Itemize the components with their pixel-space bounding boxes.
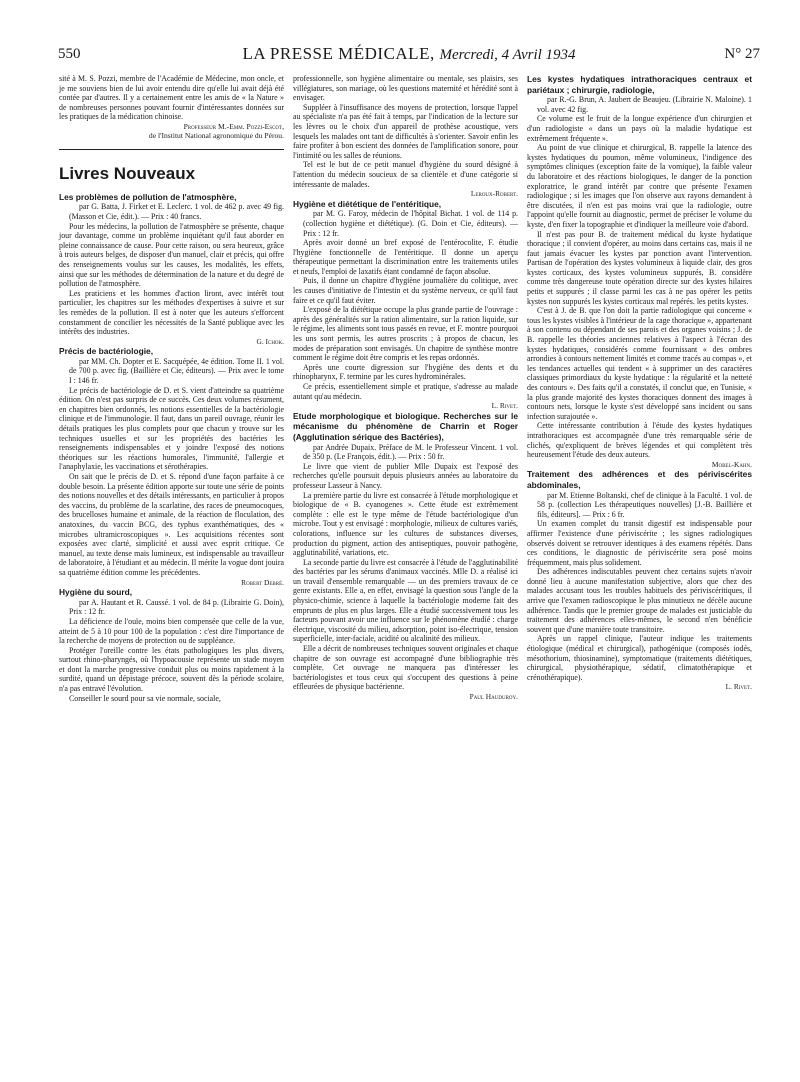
issue-date: Mercredi, 4 Avril 1934 xyxy=(439,47,576,63)
review-signature: L. Rivet. xyxy=(491,401,518,411)
review-paragraph: Conseiller le sourd pour sa vie normale, sociale, xyxy=(69,693,221,703)
review-paragraph: Après avoir donné un bref exposé de l'entérocolite, F. étudie l'hygiène fonctionnelle de l'entéritique. Il donne un aperçu thérapeutique permettant la discrimination entre les traitements utiles et neufs, l'emploi de laxatifs étant condamné de façon absolue. xyxy=(293,238,518,276)
intro-affiliation: de l'Institut National agronomique du Pérou. xyxy=(148,131,284,141)
review-paragraph: La première partie du livre est consacrée à l'étude morphologique et biologique de « B. cyanogenes ». Cette étude est extrêmement complète : elle est le type même de l'étude bactériologique d'un microbe. Tout y est envisagé : morphologie, milieux de cultures variés, colorations, influence sur les cultures de substances diverses, production du pigment, action des antiseptiques, pouvoir pathogène, agglutinabilité, variations, etc. xyxy=(293,490,518,558)
review-signature: Robert Debré. xyxy=(241,577,284,587)
review-kystes-hydatiques xyxy=(527,74,752,469)
review-paragraph: Un examen complet du transit digestif est indispensable pour affirmer l'existence d'une périviscérite ; les signes radiologiques observés doivent se retrouver identiques à des examens répétés. Dans ces conditions, le diagnostic de périviscérite sera posé moins fréquemment, mais plus solidement. xyxy=(527,519,752,567)
intro-paragraph: sité à M. S. Pozzi, membre de l'Académie de Médecine, mon oncle, et je me souviens bien de lui avoir entendu dire qu'elle lui avait déjà été contée par d'autres. Il y a certainement entre les amis de « la Nature » de nombreuses personnes pouvant fournir d'intéressantes données sur les pratiques de la médication chinoise. xyxy=(59,74,284,122)
review-title: Les problèmes de pollution de l'atmosphère, xyxy=(59,191,237,202)
review-paragraph: Elle a décrit de nombreuses techniques souvent originales et chaque chapitre de son ouvrage est accompagné d'une bibliographie très complète. Cet ouvrage ne manquera pas d'intéresser les bactériologistes et tous ceux qui s'occupent des questions à peine effleurées de physique bactérienne. xyxy=(293,644,518,692)
review-pollution xyxy=(59,192,284,347)
review-paragraph: Au point de vue clinique et chirurgical, B. rappelle la latence des kystes hydatiques du poumon, même volumineux, l'indigence des symptômes cliniques (exception faite de la vomique), la faible valeur du laboratoire et des réactions biologiques, le danger de la ponction exploratrice, le grand intérêt par contre que présente l'examen radiologique ; si les images que l'on observe aux rayons demandent à être discutées, il n'en est pas moins vrai que la radiologie, outre l'appoint qu'elle fournit au diagnostic, permet de préciser le volume du kyste, d'en fixer la topographie et d'indiquer la meilleure voie d'abord. xyxy=(527,143,752,229)
review-reference: par Andrée Dupaix. Préface de M. le Professeur Vincent. 1 vol. de 350 p. (Le François, édit.). — Prix : 50 fr. xyxy=(303,442,518,462)
review-paragraph: Puis, il donne un chapitre d'hygiène journalière du colitique, avec les causes d'initiative de l'intestin et du système nerveux, ce qu'il faut faire et ce qu'il faut éviter. xyxy=(293,276,518,305)
intro-signature: Professeur M.-Emm. Pozzi-Escot, xyxy=(183,121,284,131)
review-hygiene-sourd xyxy=(59,587,284,703)
review-paragraph: Il n'est pas pour B. de traitement médical du kyste hydatique thoracique ; il convient d'opérer, au moins dans certains cas, mais il ne faut jamais évacuer les kystes par ponction avant l'intervention. Partisan de l'opération des kystes volumineux à liquide clair, des gros kystes corticaux, des kystes volumineux suppurés, B. considère comme très dangereuse toute opération directe sur des kystes hilaires petits et suppurés ; il classe parmi les cas à ne pas opérer les petits kystes non suppurés les kystes corticaux mal repérés. les petits kystes. xyxy=(527,229,752,306)
review-paragraph: Le livre que vient de publier Mlle Dupaix est l'exposé des recherches qu'elle poursuit depuis plusieurs années au laboratoire du professeur Lasseur à Nancy. xyxy=(293,461,518,490)
page-number: 550 xyxy=(58,46,81,62)
column-2 xyxy=(293,74,518,702)
review-paragraph: La seconde partie du livre est consacrée à l'étude de l'agglutinabilité des bactéries par les sérums d'animaux vaccinés. Mlle D. a réalisé ici un travail d'ensemble remarquable — un des premiers travaux de ce genre existants. Elle a, en effet, envisagé la question sous l'angle de la physico-chimie, science à laquelle la bactériologie moderne fait des emprunts de plus en plus larges. Elle a étudié successivement tous les facteurs pouvant avoir une influence sur le phénomène étudié : charge électrique, viscosité du milieu, adsorption, point iso-électrique, tension superficielle, inter-faciale, acidité ou alcalinité des milieux. xyxy=(293,557,518,644)
section-divider xyxy=(59,149,284,150)
review-reference: par MM. Ch. Dopter et E. Sacquépée, 4e édition. Tome II. 1 vol. de 700 p. avec fig. (Baillière et Cie, éditeurs). — Prix avec le tome I : 146 fr. xyxy=(69,356,284,386)
review-paragraph: Le précis de bactériologie de D. et S. vient d'atteindre sa quatrième édition. On n'est pas surpris de ce succès. Ces deux volumes résument, en chapitres bien ordonnés, les notions essentielles de la bactériologie clinique et de l'immunologie. Il faut, dans un pareil ouvrage, réunir les détails pratiques les plus complets pour que chacun y trouve sur les techniques usuelles et sur les propriétés des bactéries les renseignements indispensables et y joindre l'exposé des notions théoriques sur les réactions humorales, l'immunité, l'allergie et l'anaphylaxie, les vaccinations et sérothérapies. xyxy=(59,385,284,472)
review-signature: Mobel-Kahn. xyxy=(711,459,752,469)
review-paragraph: Protéger l'oreille contre les états pathologiques les plus divers, surtout rhino-pharyngés, où l'hypoacousie représente un stade moyen et dont la marche progressive conduit plus ou moins rapidement à la surdité, quand un dépistage précoce, souvent dès la période scolaire, n'a pas entravé l'évolution. xyxy=(59,645,284,694)
review-adherences xyxy=(527,469,752,692)
review-paragraph: La déficience de l'ouïe, moins bien compensée que celle de la vue, atteint de 5 à 10 pour 100 de la population : c'est dire l'importance de la recherche de moyens de protection ou de suppléance. xyxy=(59,616,284,646)
page-header xyxy=(58,44,760,70)
review-reference: par M. Etienne Boltanski, chef de clinique à la Faculté. 1 vol. de 58 p. (collection Les thérapeutiques nouvelles) [J.-B. Baillière et fils, éditeurs]. — Prix : 6 fr. xyxy=(537,490,752,519)
review-paragraph: On sait que le précis de D. et S. répond d'une façon parfaite à ce double besoin. La présente édition apporte sur toute une série de points des notions nouvelles et des détails intéressants, en particulier à propos des vaccins, du problème de la scarlatine, des races de pneumocoques, des brucelloses humaine et animale, de la réaction de floculation, des anatoxines, du vaccin BCG, des typhus exanthématiques, des « microbes ultramicroscopiques ». Les acquisitions récentes sont exposées avec clarté, simplicité et aussi avec esprit critique. Ce manuel, au texte dense mais lumineux, est indispensable au travailleur de laboratoire, à l'étudiant et au médecin. Il mérite la vogue dont jouira sa quatrième édition comme les précédentes. xyxy=(59,472,284,577)
review-paragraph: Des adhérences indiscutables peuvent chez certains sujets n'avoir donné lieu à aucune manifestation subjective, alors que chez des malades accusant tous les troubles habituels des périviscéritiques, il arrive que l'examen radioscopique le plus minutieux ne décèle aucune adhérence. Tandis que le premier groupe de malades est justiciable du traitement des adhérences elles-mêmes, le second n'en bénéficie souvent que d'une manière toute transitoire. xyxy=(527,567,752,634)
review-paragraph: Suppléer à l'insuffisance des moyens de protection, lorsque l'appel au spécialiste n'a pas été fait à temps, par l'indication de la lecture sur les lèvres ou le choix d'un appareil de prothèse acoustique, vers lesquels les malades ont tant de difficultés à s'orienter. Savoir enfin les faire profiter à bon escient des données de l'amplification sonore, pour l'intimité ou les salles de réunions. xyxy=(293,102,518,160)
review-reference: par G. Batta, J. Firket et E. Leclerc. 1 vol. de 462 p. avec 49 fig. (Masson et Cie, édit.). — Prix : 40 francs. xyxy=(69,202,284,221)
review-paragraph: Ce volume est le fruit de la longue expérience d'un chirurgien et d'un radiologiste « dans un pays où la maladie hydatique est extrêmement fréquente ». xyxy=(527,114,752,143)
review-signature: G. Ichok. xyxy=(256,336,284,346)
review-signature: L. Rivet. xyxy=(725,682,752,692)
review-bacteriologie xyxy=(59,346,284,587)
review-reference: par A. Hautant et R. Caussé. 1 vol. de 84 p. (Librairie G. Doin), Prix : 12 fr. xyxy=(69,597,284,617)
column-3 xyxy=(527,74,752,692)
journal-title-line xyxy=(58,44,760,64)
review-title: Précis de bactériologie, xyxy=(59,346,154,357)
review-paragraph: Après une courte digression sur l'hygiène des dents et du rhinopharynx, F. termine par les cures hydrominérales. xyxy=(293,362,518,382)
review-paragraph: Les praticiens et les hommes d'action liront, avec intérêt tout particulier, les chapitres sur les méthodes d'expertises à suivre et sur les remèdes de la pollution. Il est à noter que les auteurs s'efforcent constamment de concilier les nécessités de la Santé publique avec les intérêts des industries. xyxy=(59,288,284,337)
review-title: Traitement des adhérences et des périviscérites abdominales, xyxy=(527,469,752,490)
review-signature: Leroux-Robert. xyxy=(470,189,518,199)
review-paragraph: L'exposé de la diététique occupe la plus grande partie de l'ouvrage : après des généralités sur la ration alimentaire, sur la ration liquide, sur le régime, les aliments sont tous passés en revue, et F. montre pourquoi les uns sont permis, les autres proscrits ; à propos de chacun, les modes de préparation sont envisagés. Un chapitre de synthèse montre comment le régime doit être compris et les repas ordonnés. xyxy=(293,305,518,363)
review-paragraph: Pour les médecins, la pollution de l'atmosphère se présente, chaque jour davantage, comme un problème inquiétant qu'il faut aborder en pleine connaissance de cause. Pour cette raison, ou sera heureux, grâce à trois auteurs belges, de disposer d'un manuel, clair et précis, qui offre des renseignements voulus sur les causes, les modalités, les effets, ainsi que sur les méthodes de détermination de la nature et du degré de pollution de l'atmosphère. xyxy=(59,221,284,289)
review-enteritique xyxy=(293,199,518,411)
review-paragraph: professionnelle, son hygiène alimentaire ou mentale, ses plaisirs, ses villégiatures, son mariage, où les questions maternité et hérédité sont à envisager. xyxy=(293,74,518,103)
review-paragraph: Ce précis, essentiellement simple et pratique, s'adresse au malade autant qu'au médecin. xyxy=(293,382,518,401)
review-charrin-roger xyxy=(293,411,518,702)
review-signature: Paul Hauduroy. xyxy=(469,692,518,701)
review-paragraph: C'est à J. de B. que l'on doit la partie radiologique qui concerne « tous les kystes visibles à l'intérieur de la cage thoracique », appartenant à son contenu ou dépendant de ses parois et des organes voisins ; J. de B. rappelle les théories anciennes relatives à l'aspect à l'écran des kystes hydatiques, considérés comme fournissant « des ombres arrondies à contours nettement limités et comme tracés au compas », et les tendances actuelles qui tendent « à supprimer un des caractères classiques primordiaux du kyste hydatique : la régularité et la netteté des contours ». Des faits qu'il a constatés, il conclut que, en Tunisie, « la plus grande majorité des kystes thoraciques donnent des images à contours nets, lorsque le kyste s'est développé sans incident ou sans infection surajoutée ». xyxy=(527,306,752,421)
issue-number: N° 27 xyxy=(724,46,760,62)
review-paragraph: Cette intéressante contribution à l'étude des kystes hydatiques intrathoraciques est accompagnée d'une très remarquable série de clichés, qu'expliquent de brèves légendes et qui complètent très heureusement l'étude des deux auteurs. xyxy=(527,421,752,460)
review-title: Les kystes hydatiques intrathoraciques centraux et pariétaux ; chirurgie, radiologie, xyxy=(527,74,752,95)
review-title: Hygiène du sourd, xyxy=(59,587,133,598)
review-reference: par M. G. Faroy, médecin de l'hôpital Bichat. 1 vol. de 114 p. (collection hygiène et diététique). (G. Doin et Cie, éditeurs). — Prix : 12 fr. xyxy=(303,209,518,238)
column-1 xyxy=(59,74,284,703)
journal-title: LA PRESSE MÉDICALE, xyxy=(242,44,435,63)
review-title: Hygiène et diététique de l'entéritique, xyxy=(293,198,442,209)
review-paragraph: Après un rappel clinique, l'auteur indique les traitements étiologique (médical et chirurgical), pathogénique (composés iodés, mésothorium, thiosinamine), symptomatique (traitements diététiques, chirurgical, physiothérapique, sédatif, climatothérapique et crénothérapique). xyxy=(527,634,752,682)
review-paragraph: Tel est le but de ce petit manuel d'hygiène du sourd désigné à l'attention du médecin soucieux de sa clientèle et d'une catégorie si intéressante de malades. xyxy=(293,160,518,189)
review-reference: par R.-G. Brun, A. Jaubert de Beaujeu. (Librairie N. Maloine). 1 vol. avec 42 fig. xyxy=(537,95,752,114)
review-title: Etude morphologique et biologique. Recherches sur le mécanisme du phénomène de Charrin et Roger (Agglutination sérique des Bactéries), xyxy=(293,410,518,442)
section-title: Livres Nouveaux xyxy=(59,163,196,183)
